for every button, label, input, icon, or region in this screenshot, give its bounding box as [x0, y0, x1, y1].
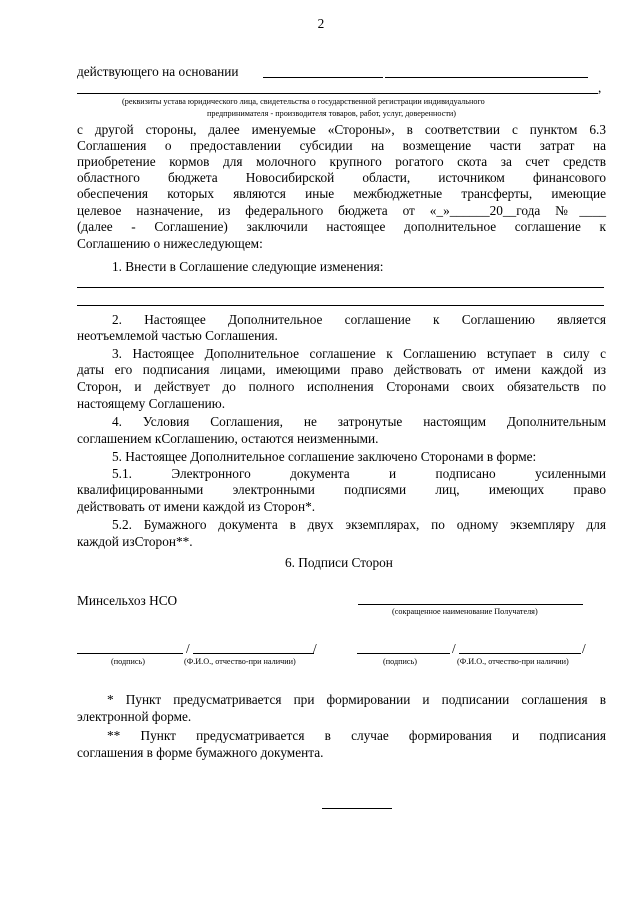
- paragraph-line: Соглашения о предоставлении субсидии на возмещение части затрат на: [77, 138, 606, 153]
- item-3-line: Сторон, и действует до полного исполнения Сторонами своих обязательств по: [77, 379, 606, 394]
- requisites-note-1: (реквизиты устава юридического лица, свидетельства о государственной регистрации индивидуального: [122, 97, 485, 106]
- item-1: 1. Внести в Соглашение следующие изменения:: [112, 259, 384, 274]
- paragraph-line: приобретение кормов для молочного крупного рогатого скота за счет средств: [77, 154, 606, 169]
- left-slash-1: /: [186, 641, 190, 656]
- item-3-line: настоящему Соглашению.: [77, 396, 226, 411]
- paragraph-line: целевое назначение, из федерального бюджета от «_»______20__года №____: [77, 203, 606, 218]
- basis-blank-1: [263, 77, 383, 78]
- item-3-line: даты его подписания лицами, имеющими право действовать от имени каждой из: [77, 362, 606, 377]
- paragraph-line: областного бюджета Новосибирской области, источником финансового: [77, 170, 606, 185]
- intro-line-1: действующего на основании: [77, 64, 239, 79]
- paragraph-line: с другой стороны, далее именуемые «Стороны», в соответствии с пунктом 6.3: [77, 122, 606, 137]
- paragraph-line: Соглашению о нижеследующем:: [77, 236, 263, 251]
- item-5-1-line: квалифицированными электронными подписями лиц, имеющих право: [77, 482, 606, 497]
- item-5: 5. Настоящее Дополнительное соглашение заключено Сторонами в форме:: [112, 449, 537, 464]
- signatures-title: 6. Подписи Сторон: [285, 555, 393, 570]
- item-5-2-line: 5.2. Бумажного документа в двух экземплярах, по одному экземпляру для: [112, 517, 606, 532]
- left-signature-blank: [77, 653, 183, 654]
- basis-blank-2: [385, 77, 588, 78]
- item-2-line: неотъемлемой частью Соглашения.: [77, 328, 278, 343]
- item-4-line: 4. Условия Соглашения, не затронутые настоящим Дополнительным: [112, 414, 606, 429]
- item-5-2-line: каждой изСторон**.: [77, 534, 193, 549]
- right-slash-1: /: [452, 641, 456, 656]
- right-fio-blank: [459, 653, 581, 654]
- paragraph-line: (далее - Соглашение) заключили настоящее дополнительное соглашение к: [77, 219, 606, 234]
- footnote-2-line: соглашения в форме бумажного документа.: [77, 745, 324, 760]
- footnote-1-line: * Пункт предусматривается при формировании и подписании соглашения в: [107, 692, 606, 707]
- item-2-line: 2. Настоящее Дополнительное соглашение к Соглашению является: [112, 312, 606, 327]
- left-party-name: Минсельхоз НСО: [77, 593, 178, 608]
- left-fio-note: (Ф.И.О., отчество-при наличии): [184, 657, 296, 666]
- right-signature-blank: [357, 653, 450, 654]
- footnote-2-line: ** Пункт предусматривается в случае формирования и подписания: [107, 728, 606, 743]
- right-slash-2: /: [582, 641, 586, 656]
- requisites-blank: [77, 93, 598, 94]
- end-separator: [322, 808, 392, 809]
- right-fio-note: (Ф.И.О., отчество-при наличии): [457, 657, 569, 666]
- left-slash-2: /: [313, 641, 317, 656]
- requisites-comma: ,: [598, 80, 602, 95]
- footnote-1-line: электронной форме.: [77, 709, 192, 724]
- paragraph-line: обеспечения которых являются иные межбюджетные трансферты, имеющие: [77, 186, 606, 201]
- page-number: 2: [317, 16, 325, 31]
- item-3-line: 3. Настоящее Дополнительное соглашение к Соглашению вступает в силу с: [112, 346, 606, 361]
- item-4-line: соглашением кСоглашению, остаются неизменными.: [77, 431, 379, 446]
- item-5-1-line: действовать от имени каждой из Сторон*.: [77, 499, 316, 514]
- right-signature-note: (подпись): [383, 657, 417, 666]
- requisites-note-2: предпринимателя - производителя товаров, работ, услуг, доверенности): [207, 109, 457, 118]
- left-signature-note: (подпись): [111, 657, 145, 666]
- recipient-name-blank: [358, 604, 583, 605]
- item-5-1-line: 5.1. Электронного документа и подписано усиленными: [112, 466, 606, 481]
- recipient-name-note: (сокращенное наименование Получателя): [392, 607, 538, 616]
- changes-blank-2: [77, 305, 604, 306]
- left-fio-blank: [193, 653, 314, 654]
- changes-blank-1: [77, 287, 604, 288]
